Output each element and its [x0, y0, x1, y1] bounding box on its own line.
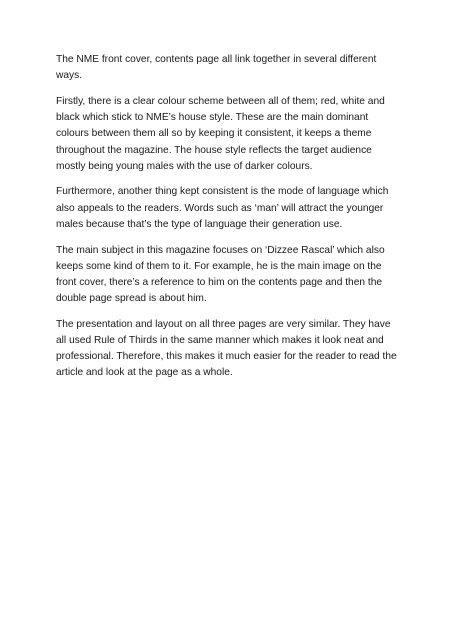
paragraph-language: Furthermore, another thing kept consistent is the mode of language which also appeals to the readers. Words such as ‘man’ will attract the younger males because that’s the type of language their generation use.: [56, 186, 389, 230]
paragraph-intro: The NME front cover, contents page all link together in several different ways.: [56, 54, 377, 82]
paragraph-main-subject: The main subject in this magazine focuses on ‘Dizzee Rascal’ which also keeps some kind of them to it. For example, he is the main image on the front cover, there’s a reference to him on the contents page and then the double page spread is about him.: [56, 244, 385, 305]
paragraph-layout: The presentation and layout on all three pages are very similar. They have all used Rule of Thirds in the same manner which makes it look neat and professional. Therefore, this makes it much easier for the reader to read the article and look at the page as a whole.: [56, 318, 397, 379]
paragraph-colour-scheme: Firstly, there is a clear colour scheme between all of them; red, white and black which stick to NME’s house style. These are the main dominant colours between them all so by keeping it consistent, it keeps a theme throughout the magazine. The house style reflects the target audience mostly being young males with the use of darker colours.: [56, 95, 385, 172]
document-body: [56, 52, 401, 391]
